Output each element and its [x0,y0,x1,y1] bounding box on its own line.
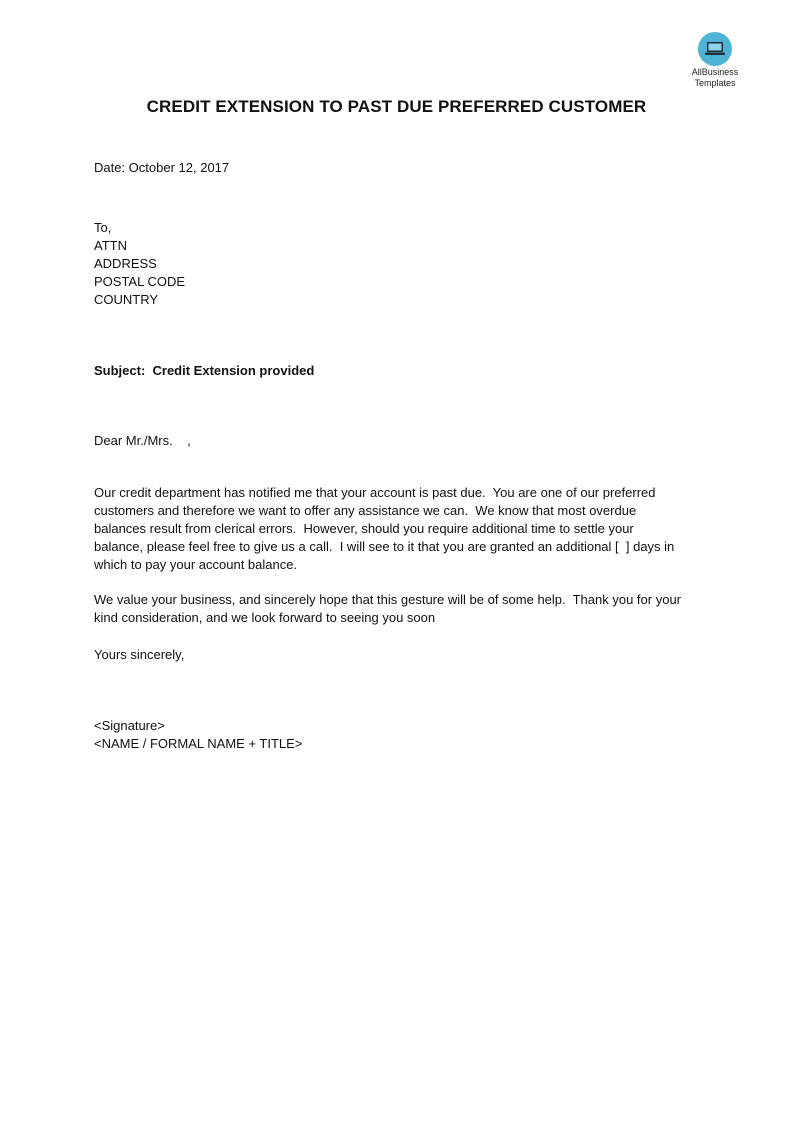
name-title-placeholder: <NAME / FORMAL NAME + TITLE> [94,736,303,751]
paragraph-line: balances result from clerical errors. However, should you require additional time to settle your [94,521,634,536]
body-paragraph-2 [94,591,714,627]
paragraph-line: which to pay your account balance. [94,557,298,572]
paragraph-line: Our credit department has notified me that your account is past due. You are one of our preferred [94,485,656,500]
logo-badge [698,32,732,66]
paragraph-line: kind consideration, and we look forward to seeing you soon [94,610,436,625]
letter-subject: Subject: Credit Extension provided [94,363,315,378]
laptop-icon [704,41,726,57]
recipient-to: To, [94,220,112,235]
paragraph-line: We value your business, and sincerely hope that this gesture will be of some help. Thank you for your [94,592,682,607]
body-paragraph-1 [94,484,714,574]
letter-date: Date: October 12, 2017 [94,160,230,175]
recipient-country: COUNTRY [94,292,159,307]
paragraph-line: balance, please feel free to give us a call. I will see to it that you are granted an additional [ ] days in [94,539,675,554]
logo-text-line2: Templates [694,78,736,88]
recipient-postal-code: POSTAL CODE [94,274,186,289]
recipient-attn: ATTN [94,238,127,253]
allbusiness-logo [684,32,746,88]
signature-placeholder: <Signature> [94,718,165,733]
letter-salutation: Dear Mr./Mrs. , [94,433,191,448]
logo-text-line1: AllBusiness [691,67,739,77]
paragraph-line: customers and therefore we want to offer any assistance we can. We know that most overdue [94,503,637,518]
letter-title: CREDIT EXTENSION TO PAST DUE PREFERRED CUSTOMER [146,97,647,116]
recipient-address: ADDRESS [94,256,157,271]
letter-closing: Yours sincerely, [94,647,185,662]
